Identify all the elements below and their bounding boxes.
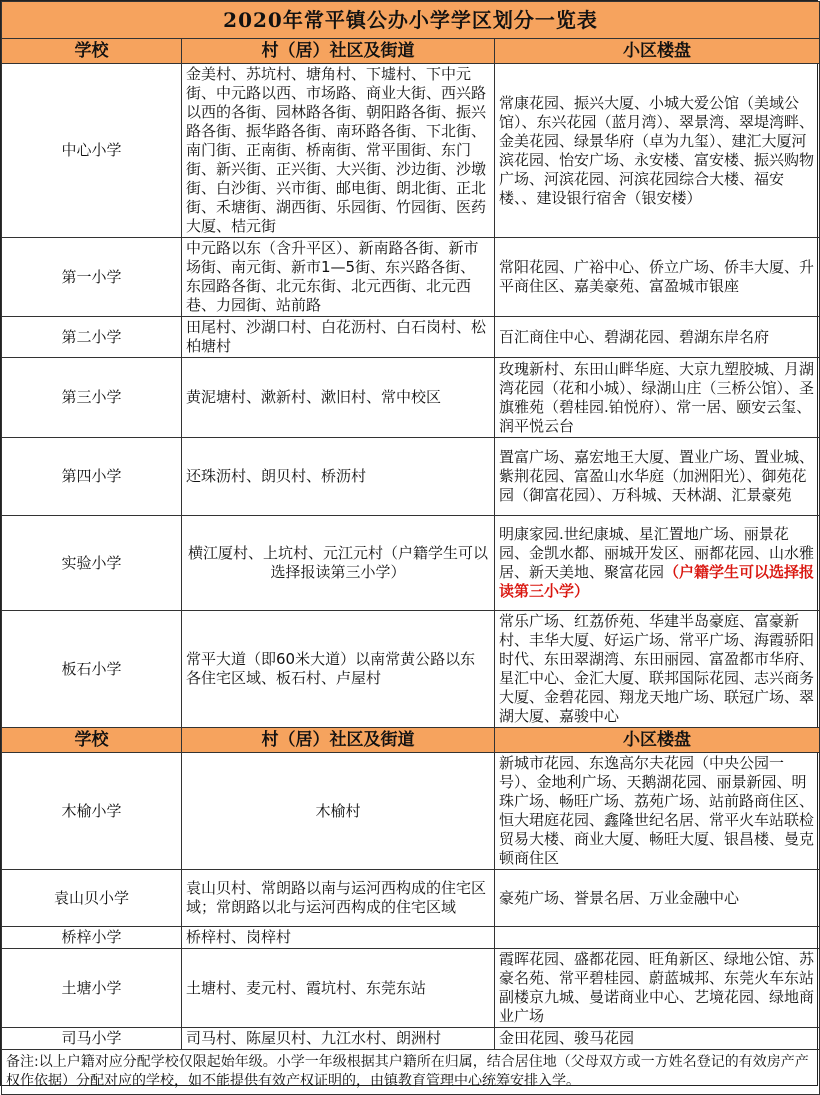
- table-row: [2, 358, 820, 438]
- school-name: 中心小学: [2, 64, 182, 238]
- school-name: 桥梓小学: [2, 927, 182, 949]
- header-row-repeat: [2, 728, 820, 753]
- village-cell: 司马村、陈屋贝村、九江水村、朗洲村: [182, 1028, 495, 1050]
- school-name: 第三小学: [2, 358, 182, 438]
- village-cell: 土塘村、麦元村、霞坑村、东莞东站: [182, 949, 495, 1028]
- school-name: 第二小学: [2, 317, 182, 358]
- table-row: [2, 317, 820, 358]
- village-cell: 金美村、苏坑村、塘角村、下墟村、下中元街、中元路以西、市场路、商业大街、西兴路以西的各街、园林路各街、朝阳路各街、振兴路各街、振华路各街、南环路各街、下北街、南门街、正南街、桥南街、常平围街、东门街、新兴街、正兴街、大兴街、沙边街、沙墩街、白沙街、兴市街、邮电街、朗北街、正北街、禾塘街、湖西街、乐园街、竹园街、医药大厦、桔元街: [182, 64, 495, 238]
- estates-cell: 金田花园、骏马花园: [495, 1028, 820, 1050]
- header-village: 村（居）社区及街道: [182, 728, 495, 753]
- estates-cell: 百汇商住中心、碧湖花园、碧湖东岸名府: [495, 317, 820, 358]
- estates-cell: 玫瑰新村、东田山畔华庭、大京九塑胶城、月湖湾花园（花和小城）、绿湖山庄（三桥公馆）、圣旗雅苑（碧桂园.铂悦府）、常一居、颐安云玺、润平悦云台: [495, 358, 820, 438]
- school-name: 木榆小学: [2, 753, 182, 870]
- village-cell: 常平大道（即60米大道）以南常黄公路以东各住宅区域、板石村、卢屋村: [182, 611, 495, 728]
- header-estates: 小区楼盘: [495, 728, 820, 753]
- table-row: [2, 64, 820, 238]
- estates-cell: 常乐广场、红荔侨苑、华建半岛豪庭、富豪新村、丰华大厦、好运广场、常平广场、海霞骄阳时代、东田翠湖湾、东田丽园、富盈都市华府、星汇中心、金汇大厦、联邦国际花园、志兴商务大厦、金碧花园、翔龙天地广场、联冠广场、翠湖大厦、嘉骏中心: [495, 611, 820, 728]
- table-row: [2, 927, 820, 949]
- estates-cell: [495, 516, 820, 611]
- estates-cell: 置富广场、嘉宏地王大厦、置业广场、置业城、紫荆花园、富盈山水华庭（加洲阳光）、御苑花园（御富花园）、万科城、天林湖、汇景豪苑: [495, 438, 820, 516]
- village-cell: 田尾村、沙湖口村、白花沥村、白石岗村、松柏塘村: [182, 317, 495, 358]
- school-name: 第一小学: [2, 238, 182, 317]
- title-row: [2, 2, 820, 39]
- village-cell: 黄泥塘村、漱新村、漱旧村、常中校区: [182, 358, 495, 438]
- school-name: 土塘小学: [2, 949, 182, 1028]
- village-cell: 袁山贝村、常朗路以南与运河西构成的住宅区域；常朗路以北与运河西构成的住宅区域: [182, 870, 495, 927]
- estates-cell: 霞晖花园、盛都花园、旺角新区、绿地公馆、苏豪名苑、常平碧桂园、蔚蓝城邦、东莞火车东站副楼京九城、曼诺商业中心、艺境花园、绿地商业广场: [495, 949, 820, 1028]
- village-cell: 桥梓村、岗梓村: [182, 927, 495, 949]
- estates-cell: 常康花园、振兴大厦、小城大爱公馆（美域公馆）、东兴花园（蓝月湾）、翠景湾、翠堤湾畔、金美花园、绿景华府（卓为九玺）、建汇大厦河滨花园、怡安广场、永安楼、富安楼、振兴购物广场、河滨花园、河滨花园综合大楼、福安楼、、建设银行宿舍（银安楼）: [495, 64, 820, 238]
- school-name: 第四小学: [2, 438, 182, 516]
- table-row: [2, 949, 820, 1028]
- estates-cell: 新城市花园、东逸高尔夫花园（中央公园一号）、金地利广场、天鹅湖花园、丽景新园、明珠广场、畅旺广场、荔苑广场、站前路商住区、恒大珺庭花园、鑫隆世纪名居、常平火车站联检贸易大楼、商业大厦、畅旺大厦、银昌楼、曼克顿商住区: [495, 753, 820, 870]
- estates-text: 明康家园.世纪康城、星汇置地广场、丽景花园、金凯水都、丽城开发区、丽都花园、山水雅居、新天美地、聚富花园: [499, 525, 815, 581]
- table-row: [2, 611, 820, 728]
- village-cell: 中元路以东（含升平区）、新南路各街、新市场街、南元街、新市1—5街、东兴路各街、东园路各街、北元东街、北元西街、北元西巷、力园街、站前路: [182, 238, 495, 317]
- village-cell: 横江厦村、上坑村、元江元村（户籍学生可以选择报读第三小学）: [182, 516, 495, 611]
- estates-cell: 常阳花园、广裕中心、侨立广场、侨丰大厦、升平商住区、嘉美豪苑、富盈城市银座: [495, 238, 820, 317]
- header-school: 学校: [2, 39, 182, 64]
- village-cell: 还珠沥村、朗贝村、桥沥村: [182, 438, 495, 516]
- table-row: [2, 1028, 820, 1050]
- estates-cell: 豪苑广场、誉景名居、万业金融中心: [495, 870, 820, 927]
- estates-note-red: （户籍学生可以选择报读第三小学）: [499, 563, 815, 600]
- header-village: 村（居）社区及街道: [182, 39, 495, 64]
- school-name: 实验小学: [2, 516, 182, 611]
- table-row: [2, 438, 820, 516]
- page-title: 2020年常平镇公办小学学区划分一览表: [2, 2, 820, 39]
- school-name: 袁山贝小学: [2, 870, 182, 927]
- table-row: [2, 870, 820, 927]
- estates-cell: [495, 927, 820, 949]
- table-row: [2, 516, 820, 611]
- table-row: [2, 238, 820, 317]
- school-name: 板石小学: [2, 611, 182, 728]
- header-estates: 小区楼盘: [495, 39, 820, 64]
- header-row: [2, 39, 820, 64]
- footnote: 备注:以上户籍对应分配学校仅限起始年级。小学一年级根据其户籍所在归属，结合居住地（父母双方或一方姓名登记的有效房产产权作依据）分配对应的学校，如不能提供有效产权证明的，由镇教育管理中心统筹安排入学。: [2, 1050, 820, 1095]
- table-row: [2, 753, 820, 870]
- header-school: 学校: [2, 728, 182, 753]
- school-name: 司马小学: [2, 1028, 182, 1050]
- village-cell: 木榆村: [182, 753, 495, 870]
- district-table: [1, 1, 820, 1095]
